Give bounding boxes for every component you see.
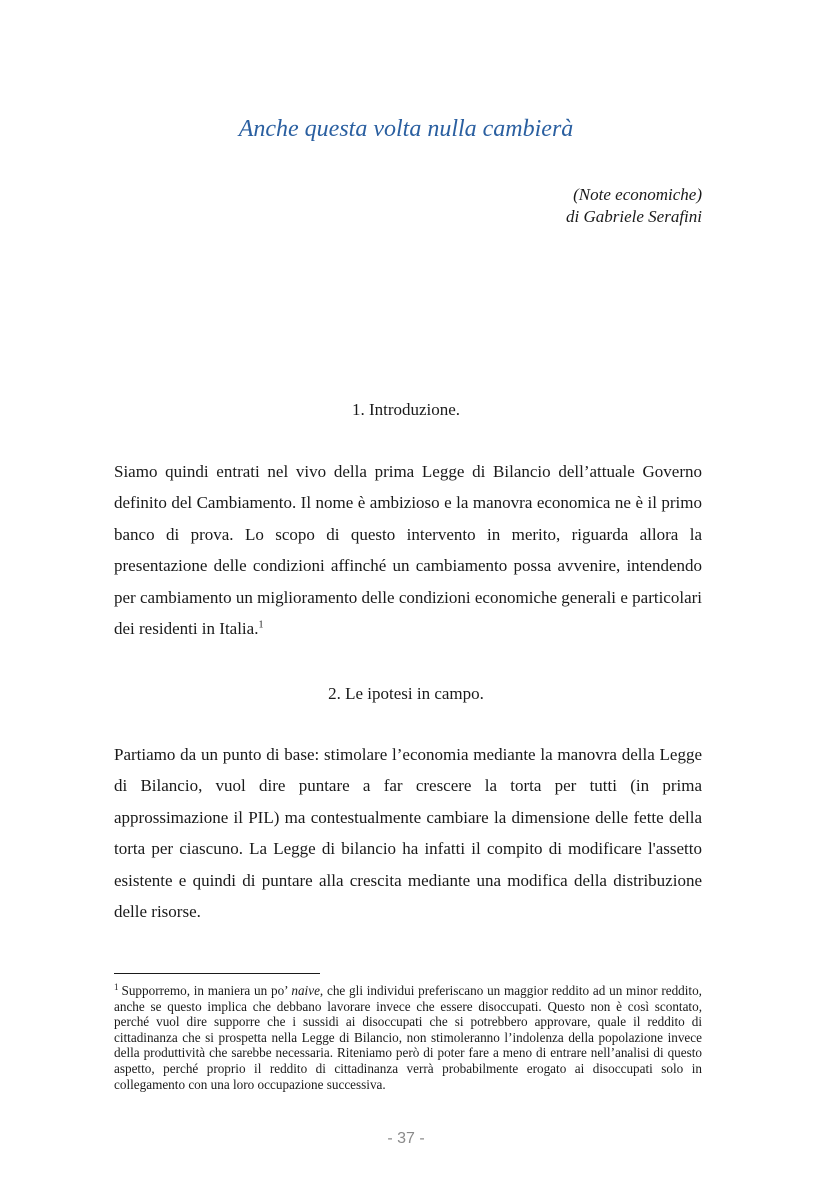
page-number: - 37 - xyxy=(387,1130,425,1147)
section-paragraph-ipotesi: Partiamo da un punto di base: stimolare l’economia mediante la manovra della Legge di Bilancio, vuol dire puntare a far crescere la torta per tutti (in prima approssimazione il PIL) ma contestualmente cambiare la dimensione delle fette della torta per ciascuno. La Legge di bilancio ha infatti il compito di modificare l'assetto esistente e quindi di puntare alla crescita mediante una modifica della distribuzione delle risorse. xyxy=(114,745,702,922)
footnote-text-end: , che gli individui preferiscano un maggior reddito ad un minor reddito, anche se questo implica che debbano lavorare invece che essere disoccupati. Questo non è così scontato, perché vuol dire supporre che i sussidi ai disoccupati che si potrebbero approvare, quale il reddito di cittadinanza che si prospetta nella Legge di Bilancio, non stimoleranno l’indolenza della popolazione invece della produttività che sarebbe necessaria. Riteniamo però di poter fare a meno di entrare nell’analisi di questo aspetto, perché proprio il reddito di cittadinanza verrà probabilmente erogato ai disoccupati solo in collegamento con una loro occupazione successiva. xyxy=(114,983,702,1092)
section-heading-ipotesi: 2. Le ipotesi in campo. xyxy=(328,684,484,703)
section-paragraph-introduzione xyxy=(114,456,702,644)
footnote-number: 1 xyxy=(114,981,119,992)
section-heading-introduzione: 1. Introduzione. xyxy=(351,400,461,419)
document-title: Anche questa volta nulla cambierà xyxy=(238,116,574,142)
footnote-reference[interactable]: 1 xyxy=(258,619,264,631)
byline xyxy=(566,184,702,228)
document-author: di Gabriele Serafini xyxy=(566,207,702,226)
footnote-italic-word: naive xyxy=(291,983,320,998)
document-subtitle: (Note economiche) xyxy=(573,185,702,204)
paragraph-text: Siamo quindi entrati nel vivo della prima Legge di Bilancio dell’attuale Governo definito del Cambiamento. Il nome è ambizioso e la manovra economica ne è il primo banco di prova. Lo scopo di questo intervento in merito, riguarda allora la presentazione delle condizioni affinché un cambiamento possa avvenire, intendendo per cambiamento un miglioramento delle condizioni economiche generali e particolari dei residenti in Italia. xyxy=(114,462,702,639)
footnote-text-start: Supporremo, in maniera un po’ xyxy=(121,983,292,998)
footnote-divider xyxy=(114,973,320,974)
footnote xyxy=(114,983,702,1092)
